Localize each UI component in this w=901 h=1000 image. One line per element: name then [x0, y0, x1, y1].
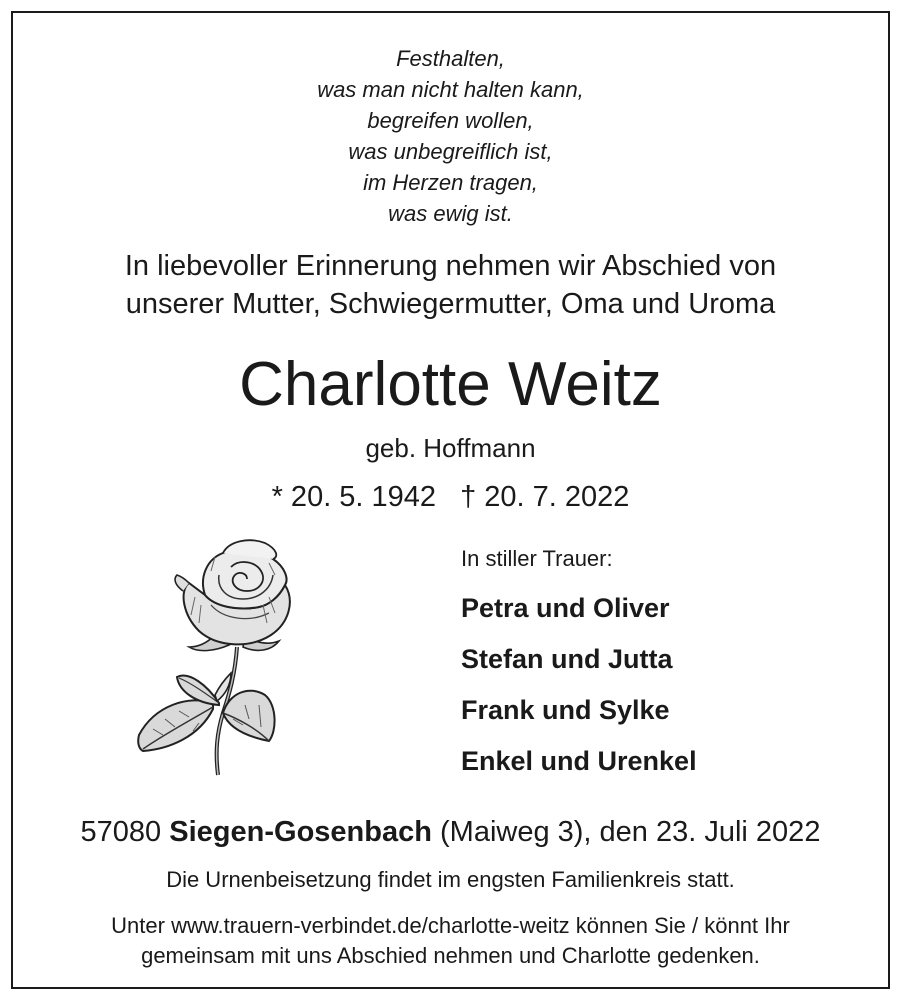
burial-note: Die Urnenbeisetzung findet im engsten Familienkreis statt. — [166, 867, 735, 892]
mourner-name: Enkel und Urenkel — [461, 746, 697, 776]
online-note-line: gemeinsam mit uns Abschied nehmen und Charlotte gedenken. — [141, 943, 760, 968]
deceased-name: Charlotte Weitz — [239, 350, 662, 419]
intro-text — [13, 247, 888, 323]
poem-line: Festhalten, — [396, 46, 505, 71]
maiden-name: geb. Hoffmann — [365, 433, 536, 463]
poem-line: was man nicht halten kann, — [317, 77, 584, 102]
intro-line: In liebevoller Erinnerung nehmen wir Abschied von — [124, 250, 777, 282]
address-date: (Maiweg 3), den 23. Juli 2022 — [440, 816, 821, 848]
mourners-list — [461, 583, 697, 787]
postal-code: 57080 — [80, 816, 162, 848]
poem-line: was unbegreiflich ist, — [348, 139, 553, 164]
rose-icon — [119, 535, 329, 783]
intro-line: unserer Mutter, Schwiegermutter, Oma und Uroma — [125, 288, 776, 320]
mourners-label: In stiller Trauer: — [461, 546, 613, 571]
mourner-name: Stefan und Jutta — [461, 644, 673, 674]
poem-line: was ewig ist. — [388, 201, 513, 226]
poem-line: im Herzen tragen, — [363, 170, 538, 195]
location-line — [13, 813, 888, 851]
place-name: Siegen-Gosenbach — [169, 816, 432, 848]
online-note-line: Unter www.trauern-verbindet.de/charlotte-weitz können Sie / könnt Ihr — [111, 913, 790, 938]
birth-date: * 20. 5. 1942 — [271, 481, 437, 513]
online-note — [13, 911, 888, 971]
poem-line: begreifen wollen, — [367, 108, 534, 133]
obituary-frame — [11, 11, 890, 989]
mourner-name: Petra und Oliver — [461, 593, 670, 623]
poem — [13, 43, 888, 229]
death-date: † 20. 7. 2022 — [460, 481, 630, 513]
mourner-name: Frank und Sylke — [461, 695, 670, 725]
life-dates — [13, 479, 888, 515]
